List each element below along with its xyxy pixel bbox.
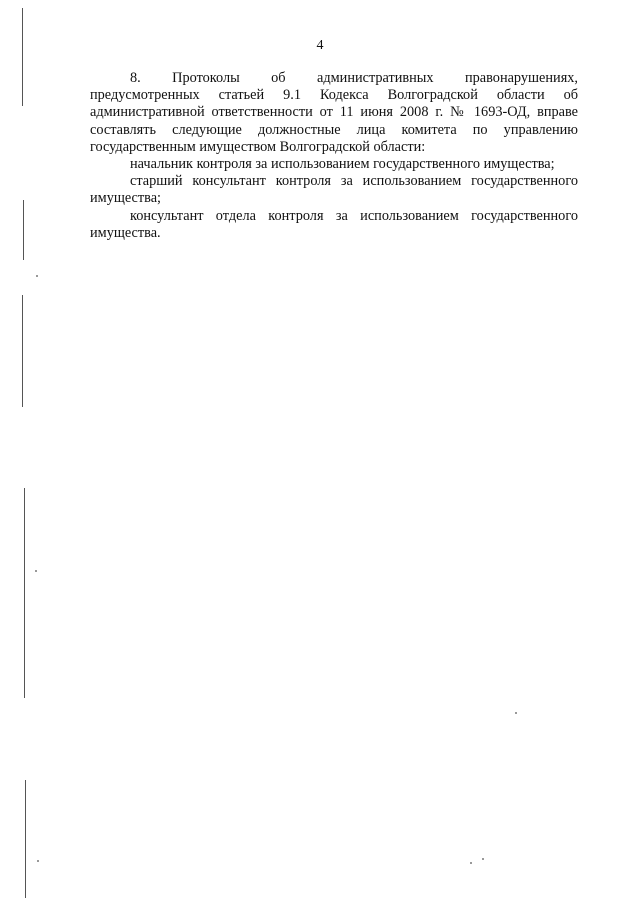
scan-edge-mark xyxy=(24,488,25,698)
list-item-consultant: консультант отдела контроля за использованием государственного имущества. xyxy=(90,207,578,241)
scan-speck xyxy=(482,858,484,860)
paragraph-protocols: 8. Протоколы об административных правонарушениях, предусмотренных статьей 9.1 Кодекса Волгоградской области об административной ответственности от 11 июня 2008 г. № 1693-ОД, вправе составлять следующие должностные лица комитета по управлению государственным имуществом Волгоградской области: xyxy=(90,70,578,155)
scan-edge-mark xyxy=(25,780,26,898)
scan-speck xyxy=(36,275,38,277)
scan-edge-mark xyxy=(22,295,23,407)
scan-speck xyxy=(37,860,39,862)
scan-edge-mark xyxy=(23,200,24,260)
scan-speck xyxy=(35,570,37,572)
page-number: 4 xyxy=(316,38,324,53)
scan-edge-mark xyxy=(22,8,23,106)
list-item-head-of-control: начальник контроля за использованием государственного имущества; xyxy=(130,156,555,173)
document-body xyxy=(90,70,578,242)
list-item-senior-consultant: старший консультант контроля за использованием государственного имущества; xyxy=(90,173,578,207)
scan-speck xyxy=(515,712,517,714)
scan-speck xyxy=(470,862,472,864)
